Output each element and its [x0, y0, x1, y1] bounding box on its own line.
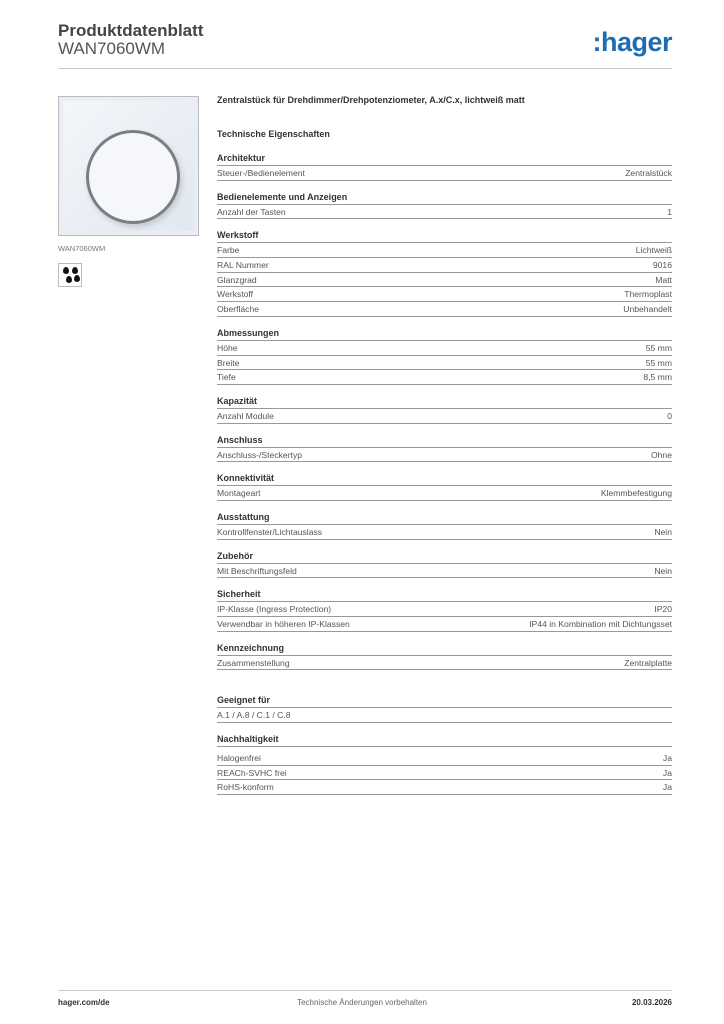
spec-value: 0 [667, 410, 672, 421]
spec-section [217, 642, 672, 671]
page-title: Produktdatenblatt [58, 21, 204, 40]
spec-label: Steuer-/Bedienelement [217, 168, 305, 178]
spec-row [217, 341, 672, 356]
spec-label: REACh-SVHC frei [217, 767, 287, 778]
section-heading: Architektur [217, 152, 672, 166]
spec-label: Glanzgrad [217, 274, 257, 285]
spec-value: Klemmbefestigung [600, 488, 672, 499]
spec-label: Montageart [217, 488, 261, 499]
spec-section [217, 694, 672, 723]
spec-value: Zentralstück [625, 168, 672, 178]
spec-section [217, 588, 672, 631]
spec-section [217, 395, 672, 424]
spec-value: Zentralplatte [624, 657, 672, 668]
spec-row [217, 656, 672, 671]
spec-row [217, 448, 672, 463]
spec-row [217, 564, 672, 579]
product-details [217, 95, 672, 795]
spec-label: RAL Nummer [217, 260, 269, 271]
spec-section [217, 327, 672, 385]
spec-label: Höhe [217, 342, 238, 353]
section-heading: Ausstattung [217, 511, 672, 525]
spec-row [217, 166, 672, 181]
product-code: WAN7060WM [58, 39, 166, 58]
spec-row [217, 751, 672, 766]
spec-row [217, 486, 672, 501]
spec-label: Farbe [217, 245, 240, 256]
section-heading: Geeignet für [217, 694, 672, 708]
spec-row [217, 273, 672, 288]
rotary-knob [86, 130, 180, 224]
product-image-caption: WAN7060WM [58, 244, 106, 253]
spec-row [217, 708, 672, 723]
spec-label: Kontrollfenster/Lichtauslass [217, 526, 323, 537]
spec-value: Ja [662, 753, 672, 764]
spec-label: Halogenfrei [217, 753, 261, 764]
footer-disclaimer: Technische Änderungen vorbehalten [297, 998, 427, 1007]
spec-value: Thermoplast [624, 289, 672, 300]
section-heading: Werkstoff [217, 229, 672, 243]
section-heading: Kennzeichnung [217, 642, 672, 656]
spec-value: Nein [654, 526, 672, 537]
spec-row [217, 205, 672, 220]
spec-value: 9016 [652, 260, 672, 271]
water-drops-icon [58, 263, 82, 287]
section-heading: Nachhaltigkeit [217, 733, 672, 747]
spec-value: Lichtweiß [635, 245, 672, 256]
product-description: Zentralstück für Drehdimmer/Drehpotenziometer, A.x/C.x, lichtweiß matt [217, 95, 525, 105]
spec-row [217, 409, 672, 424]
spec-label: Verwendbar in höheren IP-Klassen [217, 619, 350, 629]
hager-logo: :hager [592, 27, 672, 57]
spec-row [217, 302, 672, 317]
spec-row [217, 602, 672, 617]
spec-row [217, 766, 672, 781]
spec-label: Mit Beschriftungsfeld [217, 565, 297, 576]
spec-label: Anschluss-/Steckertyp [217, 449, 303, 460]
spec-label: RoHS-konform [217, 782, 274, 793]
spec-value: 1 [667, 206, 672, 217]
spec-section [217, 229, 672, 316]
section-heading: Konnektivität [217, 472, 672, 486]
spec-value: Matt [655, 274, 672, 285]
spec-section [217, 511, 672, 540]
spec-value: 55 mm [645, 357, 672, 368]
spec-row [217, 780, 672, 795]
spec-section [217, 191, 672, 220]
spec-value: Nein [654, 565, 672, 576]
spec-row [217, 243, 672, 258]
spec-row [217, 258, 672, 273]
footer-date: 20.03.2026 [631, 998, 672, 1007]
spec-section [217, 550, 672, 579]
spec-section [217, 434, 672, 463]
spec-value: 55 mm [645, 342, 672, 353]
spec-label: Anzahl Module [217, 410, 274, 421]
footer-divider [58, 990, 672, 991]
spec-section [217, 733, 672, 795]
spec-label: Breite [217, 357, 240, 368]
spec-label: Zusammenstellung [217, 657, 290, 668]
section-heading: Sicherheit [217, 588, 672, 602]
spec-section [217, 152, 672, 181]
section-heading: Zubehör [217, 550, 672, 564]
spec-label: A.1 / A.8 / C.1 / C.8 [217, 710, 291, 721]
section-heading: Kapazität [217, 395, 672, 409]
tech-properties-title: Technische Eigenschaften [217, 129, 330, 139]
spec-label: Werkstoff [217, 289, 253, 300]
spec-row [217, 370, 672, 385]
spec-row [217, 356, 672, 371]
spec-label: Anzahl der Tasten [217, 206, 286, 217]
spec-value: Ja [662, 767, 672, 778]
spec-value: IP44 in Kombination mit Dichtungsset [529, 619, 672, 629]
spec-row [217, 617, 672, 632]
spec-value: Ohne [650, 449, 672, 460]
spec-row [217, 525, 672, 540]
spec-label: Tiefe [217, 372, 236, 383]
spec-value: Ja [662, 782, 672, 793]
spec-value: IP20 [654, 604, 672, 615]
spec-value: 8,5 mm [643, 372, 672, 383]
spec-row [217, 287, 672, 302]
section-heading: Abmessungen [217, 327, 672, 341]
spec-label: Oberfläche [217, 304, 260, 315]
product-image [58, 96, 199, 236]
header-divider [58, 68, 672, 69]
spec-section [217, 472, 672, 501]
section-heading: Anschluss [217, 434, 672, 448]
spec-value: Unbehandelt [623, 304, 672, 315]
spec-label: IP-Klasse (Ingress Protection) [217, 604, 332, 615]
section-heading: Bedienelemente und Anzeigen [217, 191, 672, 205]
footer-website-link[interactable]: hager.com/de [58, 998, 110, 1007]
